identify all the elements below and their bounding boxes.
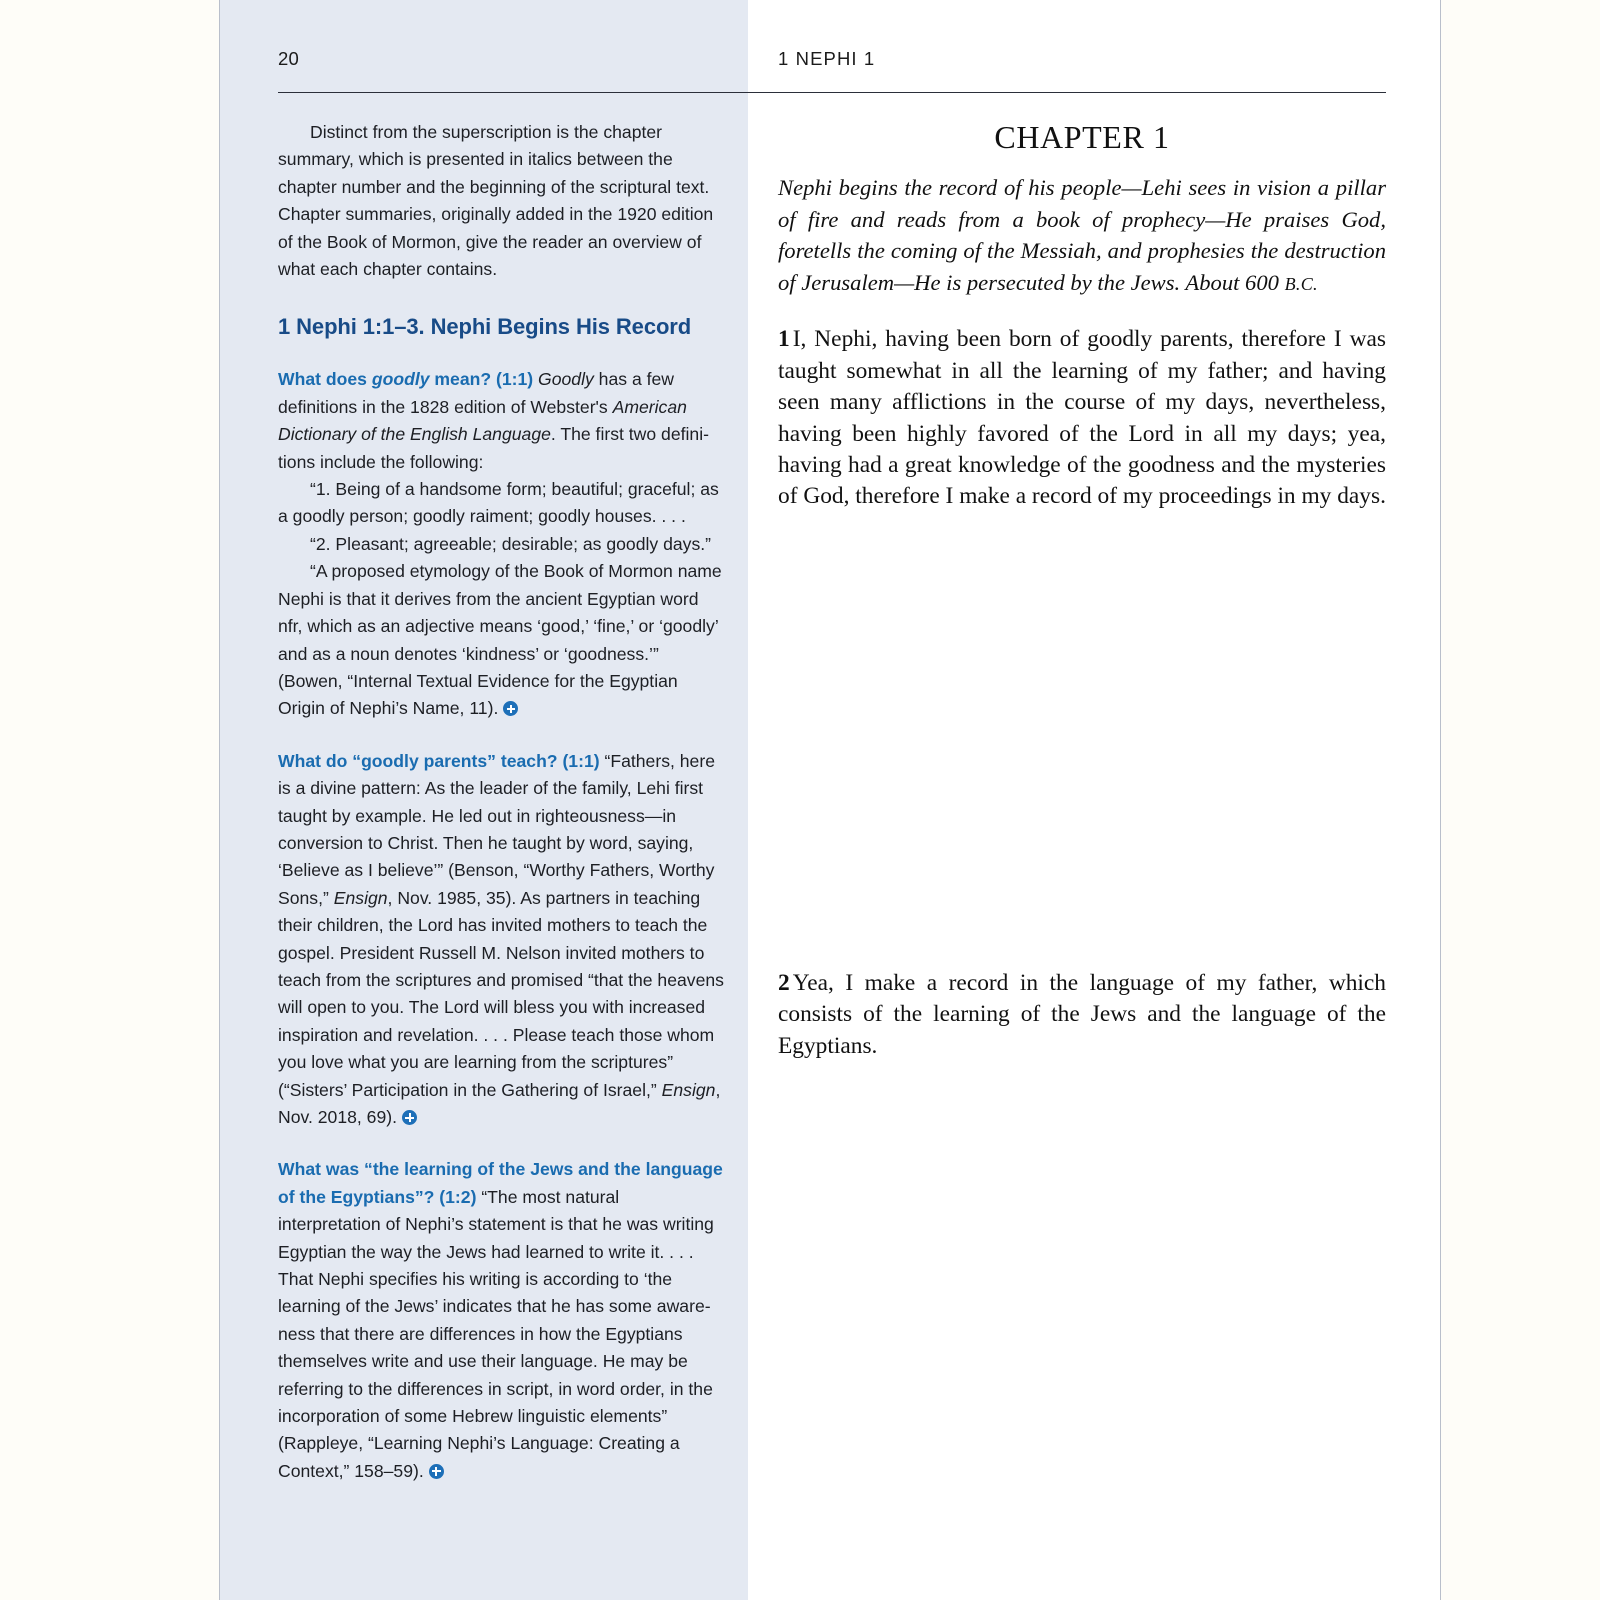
running-head: 1 NEPHI 1 <box>778 48 876 69</box>
header-rule-right <box>748 92 1386 93</box>
expand-plus-icon[interactable] <box>429 1464 444 1479</box>
entry-goodly-quote-1: “1. Being of a handsome form; beautiful; graceful; as a goodly person; goodly raiment; goodly houses. . . . <box>278 479 719 527</box>
commentary-entry-learning-of-jews <box>278 1156 726 1485</box>
answer-lead-italic: Goodly <box>538 369 594 390</box>
question-italic-term: goodly <box>371 369 430 390</box>
verse-2 <box>778 968 1386 1062</box>
expand-plus-icon[interactable] <box>503 701 518 716</box>
entry-goodly-parents-body <box>278 748 726 1132</box>
entry-goodly-quote-3-text: “A proposed etymology of the Book of Mormon name Nephi is that it derives from the ancient Egyptian word nfr, which as an adjective means ‘good,’ ‘fine,’ or ‘goodly’ and as a noun denotes ‘kindness’ or ‘goodness.’” (Bowen, “Internal Textual Evidence for the Egyptian Origin of Nephi’s Name, 11). <box>278 561 722 719</box>
commentary-entry-goodly-parents <box>278 748 726 1132</box>
verse-2-number: 2 <box>778 969 790 996</box>
entry-learning-body <box>278 1156 726 1485</box>
entry-parents-italic-2: Ensign <box>661 1079 716 1100</box>
chapter-summary-date: B.C. <box>1284 273 1318 294</box>
entry-goodly-question <box>278 369 533 389</box>
question-prefix: What does <box>278 369 372 390</box>
answer-part-2: . The first two definitions include the following: <box>278 424 709 472</box>
verse-1-number: 1 <box>778 326 790 353</box>
verse-1 <box>778 324 1386 512</box>
chapter-summary-text: Nephi begins the record of his people—Lehi sees in vision a pillar of fire and reads from a book of prophecy—He praises God, foretells the coming of the Messiah, and prophesies the destruction of Jerusalem—He is persecuted by the Jews. About 600 <box>778 175 1386 295</box>
entry-goodly-body <box>278 366 726 476</box>
entry-parents-part-2: , Nov. 1985, 35). As partners in teaching their children, the Lord has invited mothers to teach the gospel. President Russell M. Nelson invited mothers to teach from the scriptures and promised “that the heavens will open to you. The Lord will bless you with increased inspiration and revelation. . . . Please teach those whom you love what you are learning from the scriptures” (“Sisters’ Participation in the Gathering of Israel,” <box>278 887 724 1100</box>
page-folio: 20 <box>278 48 299 69</box>
answer-italic-title: American Dictionary of the English Language <box>278 396 687 445</box>
verse-2-text: Yea, I make a record in the language of my father, which consists of the learning of the Jews and the language of the Egyptians. <box>778 969 1386 1059</box>
commentary-entry-goodly <box>278 366 726 722</box>
verse-1-text: I, Nephi, having been born of goodly parents, therefore I was taught somewhat in all the learning of my father; and having seen many afflictions in the course of my days, nevertheless, having been highly favored of the Lord in all my days; yea, having had a great knowledge of the goodness and the mysteries of God, therefore I make a record of my proceedings in my days. <box>778 326 1386 510</box>
commentary-column <box>220 0 748 1600</box>
entry-goodly-quote-2: “2. Pleasant; agreeable; desirable; as goodly days.” <box>310 533 711 554</box>
entry-learning-question: What was “the learning of the Jews and the language of the Egyptians”? (1:2) <box>278 1159 723 1207</box>
header-rule-left <box>278 92 748 93</box>
question-suffix: mean? (1:1) <box>429 369 534 390</box>
commentary-section-heading: 1 Nephi 1:1–3. Nephi Begins His Record <box>278 314 692 340</box>
expand-plus-icon[interactable] <box>402 1110 417 1125</box>
entry-goodly-quote-3 <box>278 558 726 722</box>
scripture-column <box>748 0 1440 1600</box>
commentary-intro-paragraph: Distinct from the superscription is the chapter summary, which is presented in italics between the chapter number and the beginning of the scriptural text. Chapter summaries, originally added in the 1920 edition of the Book of Mormon, give the reader an overview of what each chapter contains. <box>278 122 714 280</box>
column-spacer <box>778 513 1386 968</box>
entry-learning-text: “The most natural interpretation of Nephi’s statement is that he was writing Egyptian the way the Jews had learned to write it. . . . That Nephi specifies his writing is according to ‘the learning of the Jews’ indicates that he has some awareness that there are differences in how the Egyptians themselves write and use their language. He may be referring to the differences in script, in word order, in the incorporation of some Hebrew linguistic elements” (Rappleye, “Learning Nephi’s Language: Creating a Context,” 158–59). <box>278 1186 714 1481</box>
entry-parents-italic-1: Ensign <box>333 887 388 908</box>
entry-parents-part-3: , Nov. 2018, 69). <box>278 1079 721 1127</box>
book-page <box>219 0 1441 1600</box>
answer-part-1: has a few definitions in the 1828 edition of Webster's <box>278 369 674 417</box>
chapter-summary <box>778 172 1386 300</box>
chapter-title: CHAPTER 1 <box>994 119 1170 155</box>
entry-parents-part-1: “Fathers, here is a divine pattern: As the leader of the family, Lehi first taught by example. He led out in righteousness—in conversion to Christ. Then he taught by word, saying, ‘Believe as I believe’” (Benson, “Worthy Fathers, Worthy Sons,” <box>278 750 715 908</box>
entry-goodly-parents-question: What do “goodly parents” teach? (1:1) <box>278 750 600 771</box>
